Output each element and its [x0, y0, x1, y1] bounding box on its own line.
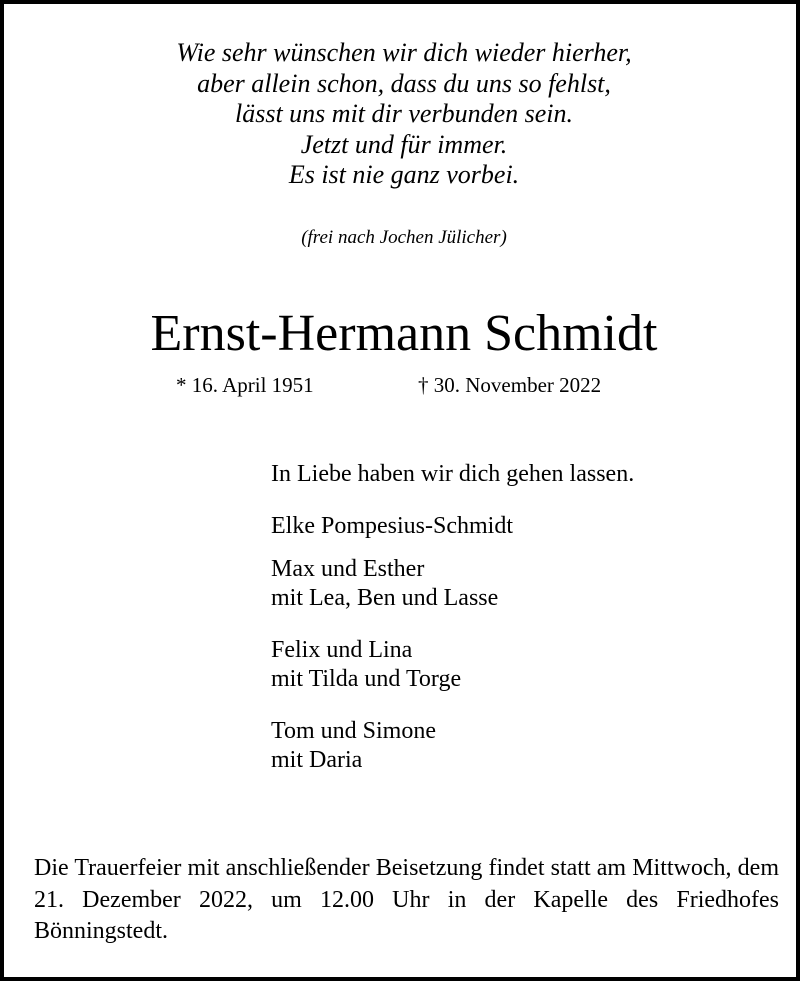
- family-group: [271, 555, 498, 613]
- death-date: † 30. November 2022: [418, 373, 602, 397]
- family-children: mit Daria: [271, 747, 363, 773]
- family-parents: Max und Esther: [271, 556, 425, 582]
- family-parents: Felix und Lina: [271, 637, 413, 663]
- poem-line: Es ist nie ganz vorbei.: [288, 160, 520, 189]
- poem-line: Jetzt und für immer.: [300, 129, 508, 159]
- family-children: mit Lea, Ben und Lasse: [271, 585, 499, 611]
- family-group: [271, 636, 461, 694]
- family-parents: Tom und Simone: [271, 718, 436, 744]
- deceased-name: Ernst-Hermann Schmidt: [150, 305, 658, 362]
- poem-source: (frei nach Jochen Jülicher): [301, 227, 507, 248]
- funeral-notice: Die Trauerfeier mit anschließender Beisetzung findet statt am Mittwoch, dem 21. Dezember 2022, um 12.00 Uhr in der Kapelle des Friedhofes Bönningstedt.: [34, 855, 779, 944]
- poem: [4, 38, 800, 191]
- family-group: [271, 717, 436, 775]
- birth-date: * 16. April 1951: [176, 373, 314, 397]
- family-children: mit Tilda und Torge: [271, 666, 462, 692]
- family-intro: In Liebe haben wir dich gehen lassen.: [271, 461, 635, 487]
- poem-line: Wie sehr wünschen wir dich wieder hierher,: [176, 38, 632, 67]
- poem-line: lässt uns mit dir verbunden sein.: [235, 99, 573, 128]
- poem-line: aber allein schon, dass du uns so fehlst,: [197, 68, 611, 98]
- family-spouse: Elke Pompesius-Schmidt: [271, 513, 513, 539]
